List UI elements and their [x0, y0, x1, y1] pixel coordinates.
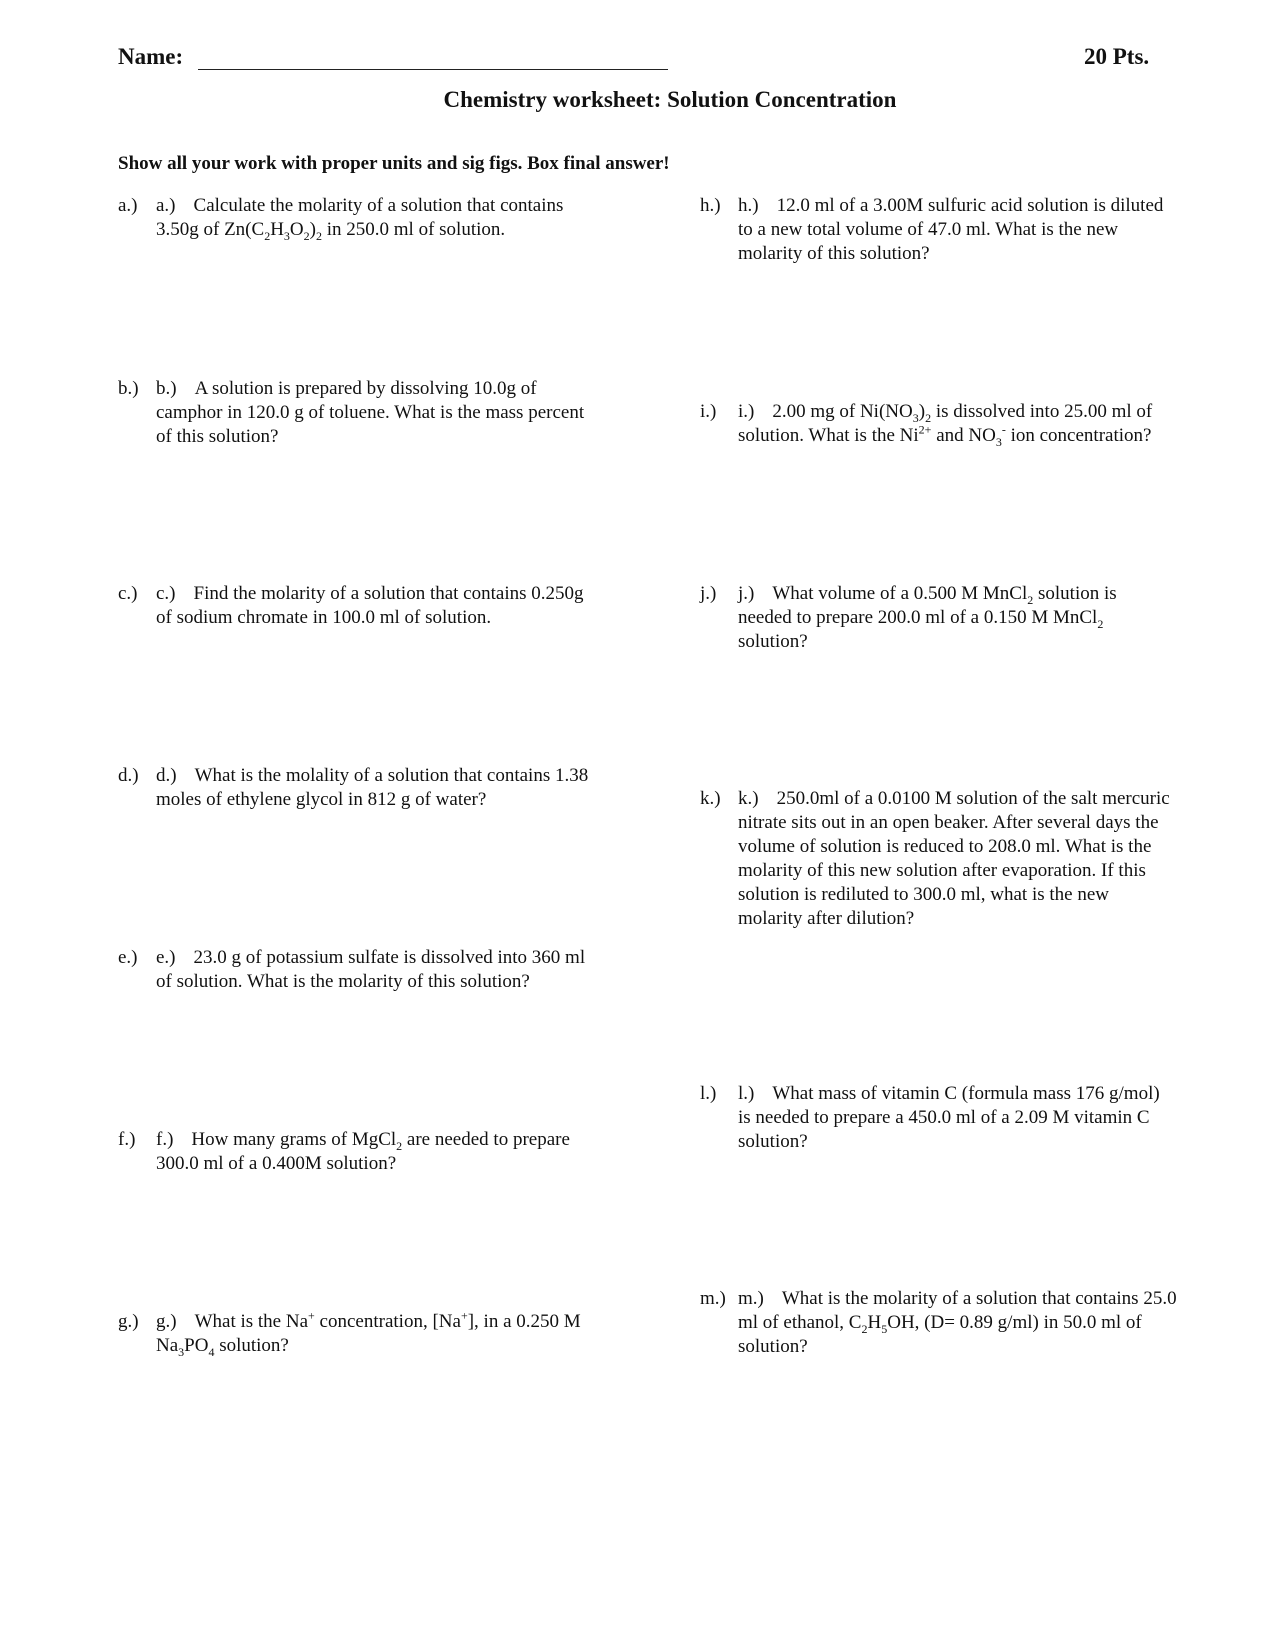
question-label: m.) [700, 1288, 726, 1309]
question-label: i.) [700, 401, 717, 422]
question-text: j.) What volume of a 0.500 M MnCl$_2$ solution is needed to prepare 200.0 ml of a 0.150 M MnCl$_2$ solution? [738, 583, 1117, 652]
question-label: j.) [700, 583, 717, 604]
question-text: c.) Find the molarity of a solution that contains 0.250g of sodium chromate in 100.0 ml of solution. [156, 583, 584, 628]
question-text: f.) How many grams of MgCl$_2$ are needed to prepare 300.0 ml of a 0.400M solution? [156, 1129, 570, 1174]
question-label: c.) [118, 583, 138, 604]
question-text: m.) What is the molarity of a solution that contains 25.0 ml of ethanol, $C_2H_5OH$, (D= 0.89 g/ml) in 50.0 ml of solution? [738, 1288, 1177, 1357]
question-label: l.) [700, 1083, 717, 1104]
question-label: k.) [700, 788, 721, 809]
question-text: k.) 250.0ml of a 0.0100 M solution of the salt mercuric nitrate sits out in an open beaker. After several days the volume of solution is reduced to 208.0 ml. What is the molarity of this new solution after evaporation. If this solution is rediluted to 300.0 ml, what is the new molarity after dilution? [738, 788, 1170, 929]
question-label: f.) [118, 1129, 136, 1150]
question-text: h.) 12.0 ml of a 3.00M sulfuric acid solution is diluted to a new total volume of 47.0 ml. What is the new molarity of this solution? [738, 195, 1164, 264]
question-label: a.) [118, 195, 138, 216]
question-text: d.) What is the molality of a solution that contains 1.38 moles of ethylene glycol in 812 g of water? [156, 765, 589, 810]
name-label: Name: [118, 44, 184, 69]
question-label: e.) [118, 947, 138, 968]
worksheet-title: Chemistry worksheet: Solution Concentration [443, 87, 897, 112]
name-input-line[interactable] [198, 69, 668, 70]
question-label: h.) [700, 195, 721, 216]
question-text: g.) What is the Na+ concentration, [Na+], in a 0.250 M $Na_3PO_4$ solution? [156, 1308, 581, 1359]
instructions: Show all your work with proper units and sig figs. Box final answer! [118, 153, 670, 174]
question-label: g.) [118, 1311, 139, 1332]
question-text: l.) What mass of vitamin C (formula mass 176 g/mol) is needed to prepare a 450.0 ml of a 2.09 M vitamin C solution? [738, 1083, 1160, 1152]
question-text: e.) 23.0 g of potassium sulfate is dissolved into 360 ml of solution. What is the molarity of this solution? [156, 947, 586, 992]
question-text: i.) 2.00 mg of $Ni(NO_3)_2$ is dissolved into 25.00 ml of solution. What is the $Ni^{2+}$ and $NO_3^-$ ion concentration? [738, 401, 1153, 449]
question-text: b.) A solution is prepared by dissolving 10.0g of camphor in 120.0 g of toluene. What is the mass percent of this solution? [156, 378, 585, 447]
question-label: d.) [118, 765, 139, 786]
question-label: b.) [118, 378, 139, 399]
question-text: a.) Calculate the molarity of a solution that contains 3.50g of $Zn(C_2H_3O_2)_2$ in 250.0 ml of solution. [156, 195, 564, 243]
points-label: 20 Pts. [1084, 44, 1150, 69]
